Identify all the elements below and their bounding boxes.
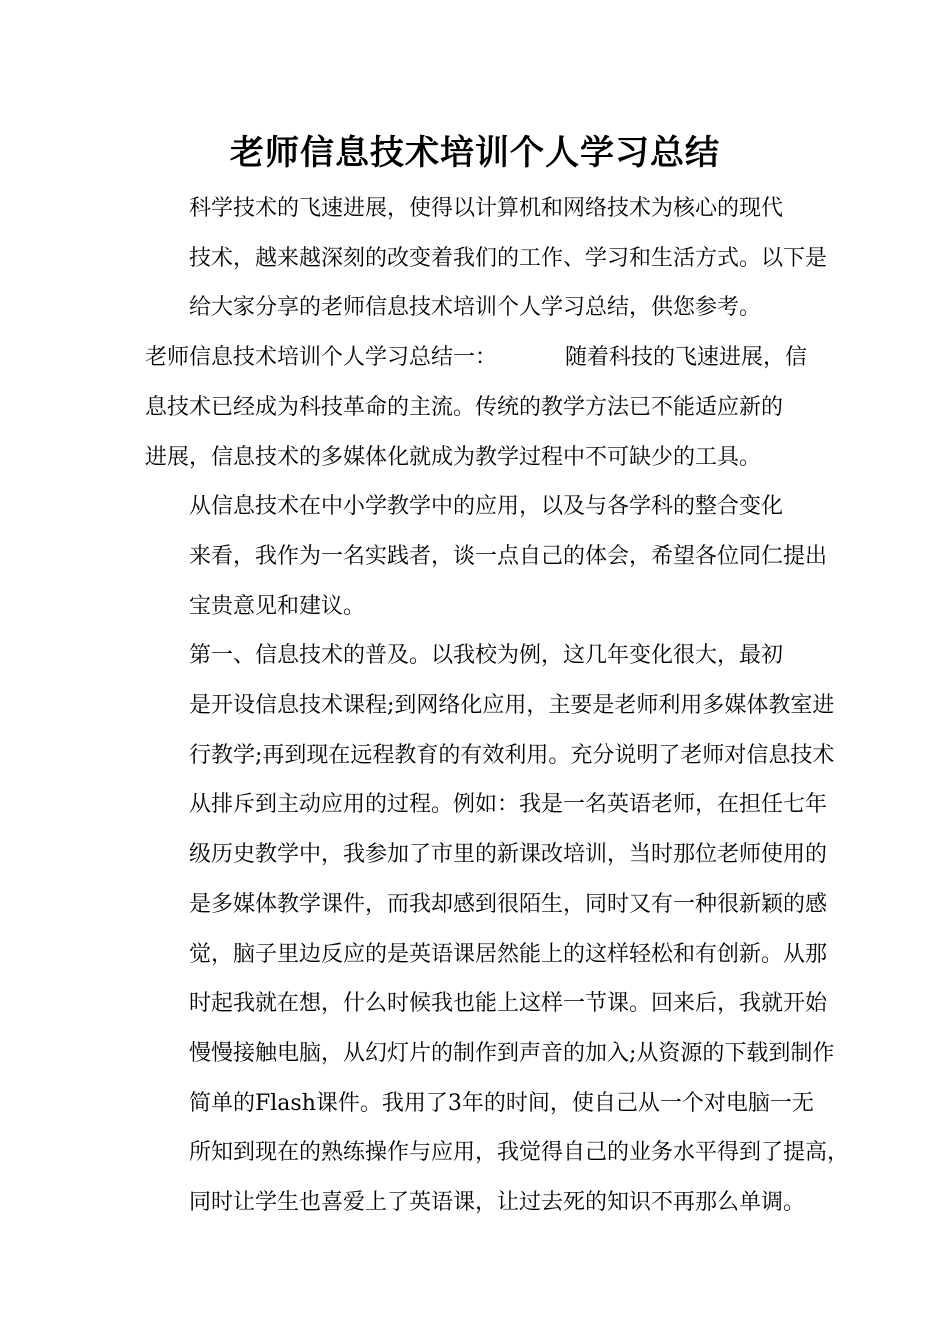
section-heading-tail: 随着科技的飞速进展，信 <box>565 345 808 371</box>
document-title: 老师信息技术培训个人学习总结 <box>230 133 720 173</box>
text-line: 进展，信息技术的多媒体化就成为教学过程中不可缺少的工具。 <box>145 444 762 470</box>
text-line: 简单的Flash课件。我用了3年的时间，使自己从一个对电脑一无 <box>189 1090 814 1116</box>
text-line: 时起我就在想，什么时候我也能上这样一节课。回来后，我就开始 <box>189 991 828 1017</box>
text-line: 从信息技术在中小学教学中的应用，以及与各学科的整合变化 <box>189 494 784 520</box>
text-line: 是开设信息技术课程;到网络化应用，主要是老师利用多媒体教室进 <box>189 693 835 719</box>
text-line: 行教学;再到现在远程教育的有效利用。充分说明了老师对信息技术 <box>189 742 835 768</box>
paragraph-application <box>145 482 828 631</box>
text-line: 同时让学生也喜爱上了英语课，让过去死的知识不再那么单调。 <box>189 1190 806 1216</box>
section-heading: 老师信息技术培训个人学习总结一： <box>145 345 498 371</box>
document-body <box>145 184 850 1228</box>
text-line: 从排斥到主动应用的过程。例如：我是一名英语老师，在担任七年 <box>189 792 828 818</box>
text-line: 是多媒体教学课件，而我却感到很陌生，同时又有一种很新颖的感 <box>189 891 828 917</box>
paragraph-intro <box>145 184 828 333</box>
text-line: 技术，越来越深刻的改变着我们的工作、学习和生活方式。以下是 <box>189 245 828 271</box>
text-line: 级历史教学中，我参加了市里的新课改培训，当时那位老师使用的 <box>189 842 828 868</box>
text-line: 来看，我作为一名实践者，谈一点自己的体会，希望各位同仁提出 <box>189 543 828 569</box>
text-line: 觉，脑子里边反应的是英语课居然能上的这样轻松和有创新。从那 <box>189 941 828 967</box>
paragraph-first-point <box>145 631 850 1227</box>
text-line: 给大家分享的老师信息技术培训个人学习总结，供您参考。 <box>189 295 762 321</box>
text-line: 慢慢接触电脑，从幻灯片的制作到声音的加入;从资源的下载到制作 <box>189 1040 835 1066</box>
text-line: 所知到现在的熟练操作与应用，我觉得自己的业务水平得到了提高， <box>189 1140 850 1166</box>
text-line: 宝贵意见和建议。 <box>189 593 366 619</box>
text-line: 科学技术的飞速进展，使得以计算机和网络技术为核心的现代 <box>189 196 784 221</box>
text-line: 第一、信息技术的普及。以我校为例，这几年变化很大，最初 <box>189 643 784 669</box>
paragraph-section-one <box>145 333 817 482</box>
text-line: 息技术已经成为科技革命的主流。传统的教学方法已不能适应新的 <box>145 394 784 420</box>
text-line <box>145 333 817 383</box>
